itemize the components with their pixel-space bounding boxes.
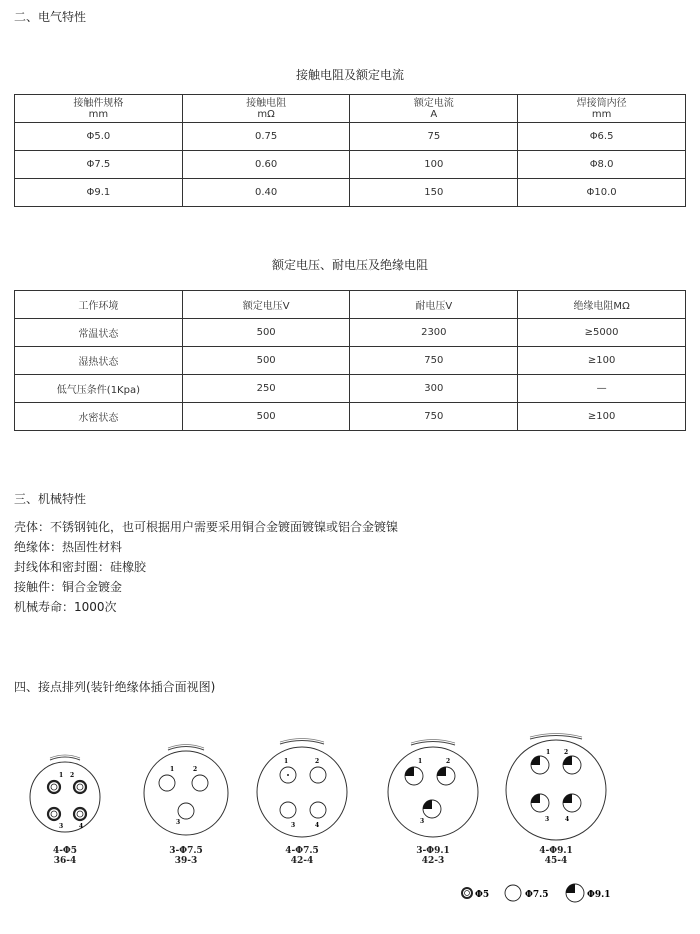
spec-line-shell: 壳体：不锈钢钝化，也可根据用户需要采用铜合金镀面镀镍或铝合金镀镍 [14, 520, 399, 534]
table-cell: 250 [182, 375, 350, 403]
pin-number: 3 [291, 822, 296, 829]
pin-phi9.1 [563, 794, 581, 812]
pin-number: 1 [284, 758, 289, 765]
pin-legend [455, 879, 611, 909]
pin-number: 1 [546, 749, 551, 756]
pin-phi9.1 [437, 767, 455, 785]
connector-spec: 4-Φ7.5 [285, 846, 319, 856]
spec-line-life: 机械寿命：1000次 [14, 600, 117, 614]
pin-phi7.5 [192, 775, 208, 791]
pin-number: 1 [418, 758, 423, 765]
table-cell: 75 [350, 123, 518, 151]
pin-number: 2 [446, 758, 451, 765]
pin-phi9.1 [423, 800, 441, 818]
legend-phi5-icon [462, 888, 472, 898]
connector-body [257, 747, 347, 837]
spec-line-contact: 接触件：铜合金镀金 [14, 580, 123, 594]
connector-label [156, 846, 216, 866]
table1-header-cell: 接触件规格 mm [15, 95, 183, 123]
table-cell: Φ7.5 [15, 151, 183, 179]
table-cell: 水密状态 [15, 403, 183, 431]
table-row [15, 151, 686, 179]
connector-45-4 [506, 734, 606, 841]
connector-spec: 4-Φ9.1 [539, 846, 573, 856]
pin-number: 2 [70, 772, 75, 779]
table2-header-cell: 耐电压V [350, 291, 518, 319]
table-row [15, 347, 686, 375]
pin-number: 2 [564, 749, 569, 756]
connector-42-4 [257, 739, 347, 838]
connector-code: 45-4 [544, 856, 568, 866]
table-cell: Φ6.5 [518, 123, 686, 151]
table-cell: 0.75 [182, 123, 350, 151]
table-cell: 常温状态 [15, 319, 183, 347]
section2-title: 二、电气特性 [14, 10, 87, 24]
table1-caption: 接触电阻及额定电流 [295, 68, 404, 82]
table-cell: 750 [350, 403, 518, 431]
connector-42-3 [388, 740, 478, 838]
connector-code: 42-4 [290, 856, 314, 866]
table-cell: 500 [182, 403, 350, 431]
pin-phi9.1 [563, 756, 581, 774]
pin-phi5 [74, 781, 86, 793]
voltage-insulation-table [14, 290, 686, 431]
table-cell: 低气压条件(1Kpa) [15, 375, 183, 403]
pin-number: 1 [59, 772, 64, 779]
connector-spec: 3-Φ9.1 [416, 846, 450, 856]
pin-number: 3 [176, 819, 181, 826]
legend-phi7.5-icon [505, 885, 521, 901]
spec-line-insulator: 绝缘体：热固性材料 [14, 540, 123, 554]
legend-phi5-label: Φ5 [475, 890, 490, 900]
contact-resistance-table [14, 94, 686, 207]
connector-body [388, 747, 478, 837]
table-row [15, 123, 686, 151]
table-cell: 0.40 [182, 179, 350, 207]
table-cell: ≥100 [518, 347, 686, 375]
pin-number: 2 [315, 758, 320, 765]
pin-arrangement-diagrams [0, 730, 700, 845]
connector-36-4 [30, 755, 100, 832]
table1-header-cell: 接触电阻 mΩ [182, 95, 350, 123]
section3-title: 三、机械特性 [14, 492, 87, 506]
connector-code: 42-3 [421, 856, 445, 866]
table-cell: ≥5000 [518, 319, 686, 347]
pin-number: 3 [420, 818, 425, 825]
table-row [15, 403, 686, 431]
pin-phi9.1 [531, 794, 549, 812]
connector-spec: 4-Φ5 [52, 846, 78, 856]
mechanical-specs [14, 517, 398, 617]
table2-header-row [15, 291, 686, 319]
table2-caption: 额定电压、耐电压及绝缘电阻 [271, 258, 428, 272]
pin-phi7.5 [178, 803, 194, 819]
table-row [15, 319, 686, 347]
table-row [15, 179, 686, 207]
connector-code: 36-4 [53, 856, 77, 866]
table-cell: Φ9.1 [15, 179, 183, 207]
table-cell: 750 [350, 347, 518, 375]
pin-number: 4 [79, 823, 84, 830]
table-cell: ≥100 [518, 403, 686, 431]
connector-code: 39-3 [174, 856, 198, 866]
pin-phi5 [48, 808, 60, 820]
table-cell: 湿热状态 [15, 347, 183, 375]
connector-body [506, 740, 606, 840]
connector-body [144, 751, 228, 835]
pin-number: 4 [565, 816, 570, 823]
table-row [15, 375, 686, 403]
table2-header-cell: 工作环境 [15, 291, 183, 319]
spec-line-seal: 封线体和密封圈：硅橡胶 [14, 560, 147, 574]
pin-phi7.5 [159, 775, 175, 791]
table-cell: Φ5.0 [15, 123, 183, 151]
table-cell: — [518, 375, 686, 403]
pin-number: 2 [193, 766, 198, 773]
table2-header-cell: 额定电压V [182, 291, 350, 319]
table-cell: Φ8.0 [518, 151, 686, 179]
legend-phi9.1-label: Φ9.1 [587, 890, 611, 900]
connector-label [35, 846, 95, 866]
connector-spec: 3-Φ7.5 [169, 846, 203, 856]
table1-header-row [15, 95, 686, 123]
connector-39-3 [144, 745, 228, 836]
table-cell: 500 [182, 319, 350, 347]
table1-header-cell: 焊接筒内径 mm [518, 95, 686, 123]
pin-phi9.1 [531, 756, 549, 774]
table-cell: 300 [350, 375, 518, 403]
pin-number: 3 [545, 816, 550, 823]
legend-phi9.1-icon [566, 884, 584, 902]
pin-number: 3 [59, 823, 64, 830]
table-cell: 2300 [350, 319, 518, 347]
table-cell: 100 [350, 151, 518, 179]
pin-number: 4 [315, 822, 320, 829]
connector-label [526, 846, 586, 866]
pin-phi7.5 [310, 767, 326, 783]
table1-header-cell: 额定电流 A [350, 95, 518, 123]
legend-phi7.5-label: Φ7.5 [525, 890, 549, 900]
table-cell: 150 [350, 179, 518, 207]
table-cell: Φ10.0 [518, 179, 686, 207]
connector-label [272, 846, 332, 866]
pin-phi9.1 [405, 767, 423, 785]
pin-phi5 [74, 808, 86, 820]
table-cell: 0.60 [182, 151, 350, 179]
connector-body [30, 762, 100, 832]
table-cell: 500 [182, 347, 350, 375]
table2-header-cell: 绝缘电阻MΩ [518, 291, 686, 319]
pin-phi5 [48, 781, 60, 793]
pin-number: 1 [170, 766, 175, 773]
pin-phi7.5 [280, 802, 296, 818]
section4-title: 四、接点排列(装针绝缘体插合面视图) [14, 680, 216, 694]
connector-label [403, 846, 463, 866]
pin-phi7.5 [310, 802, 326, 818]
